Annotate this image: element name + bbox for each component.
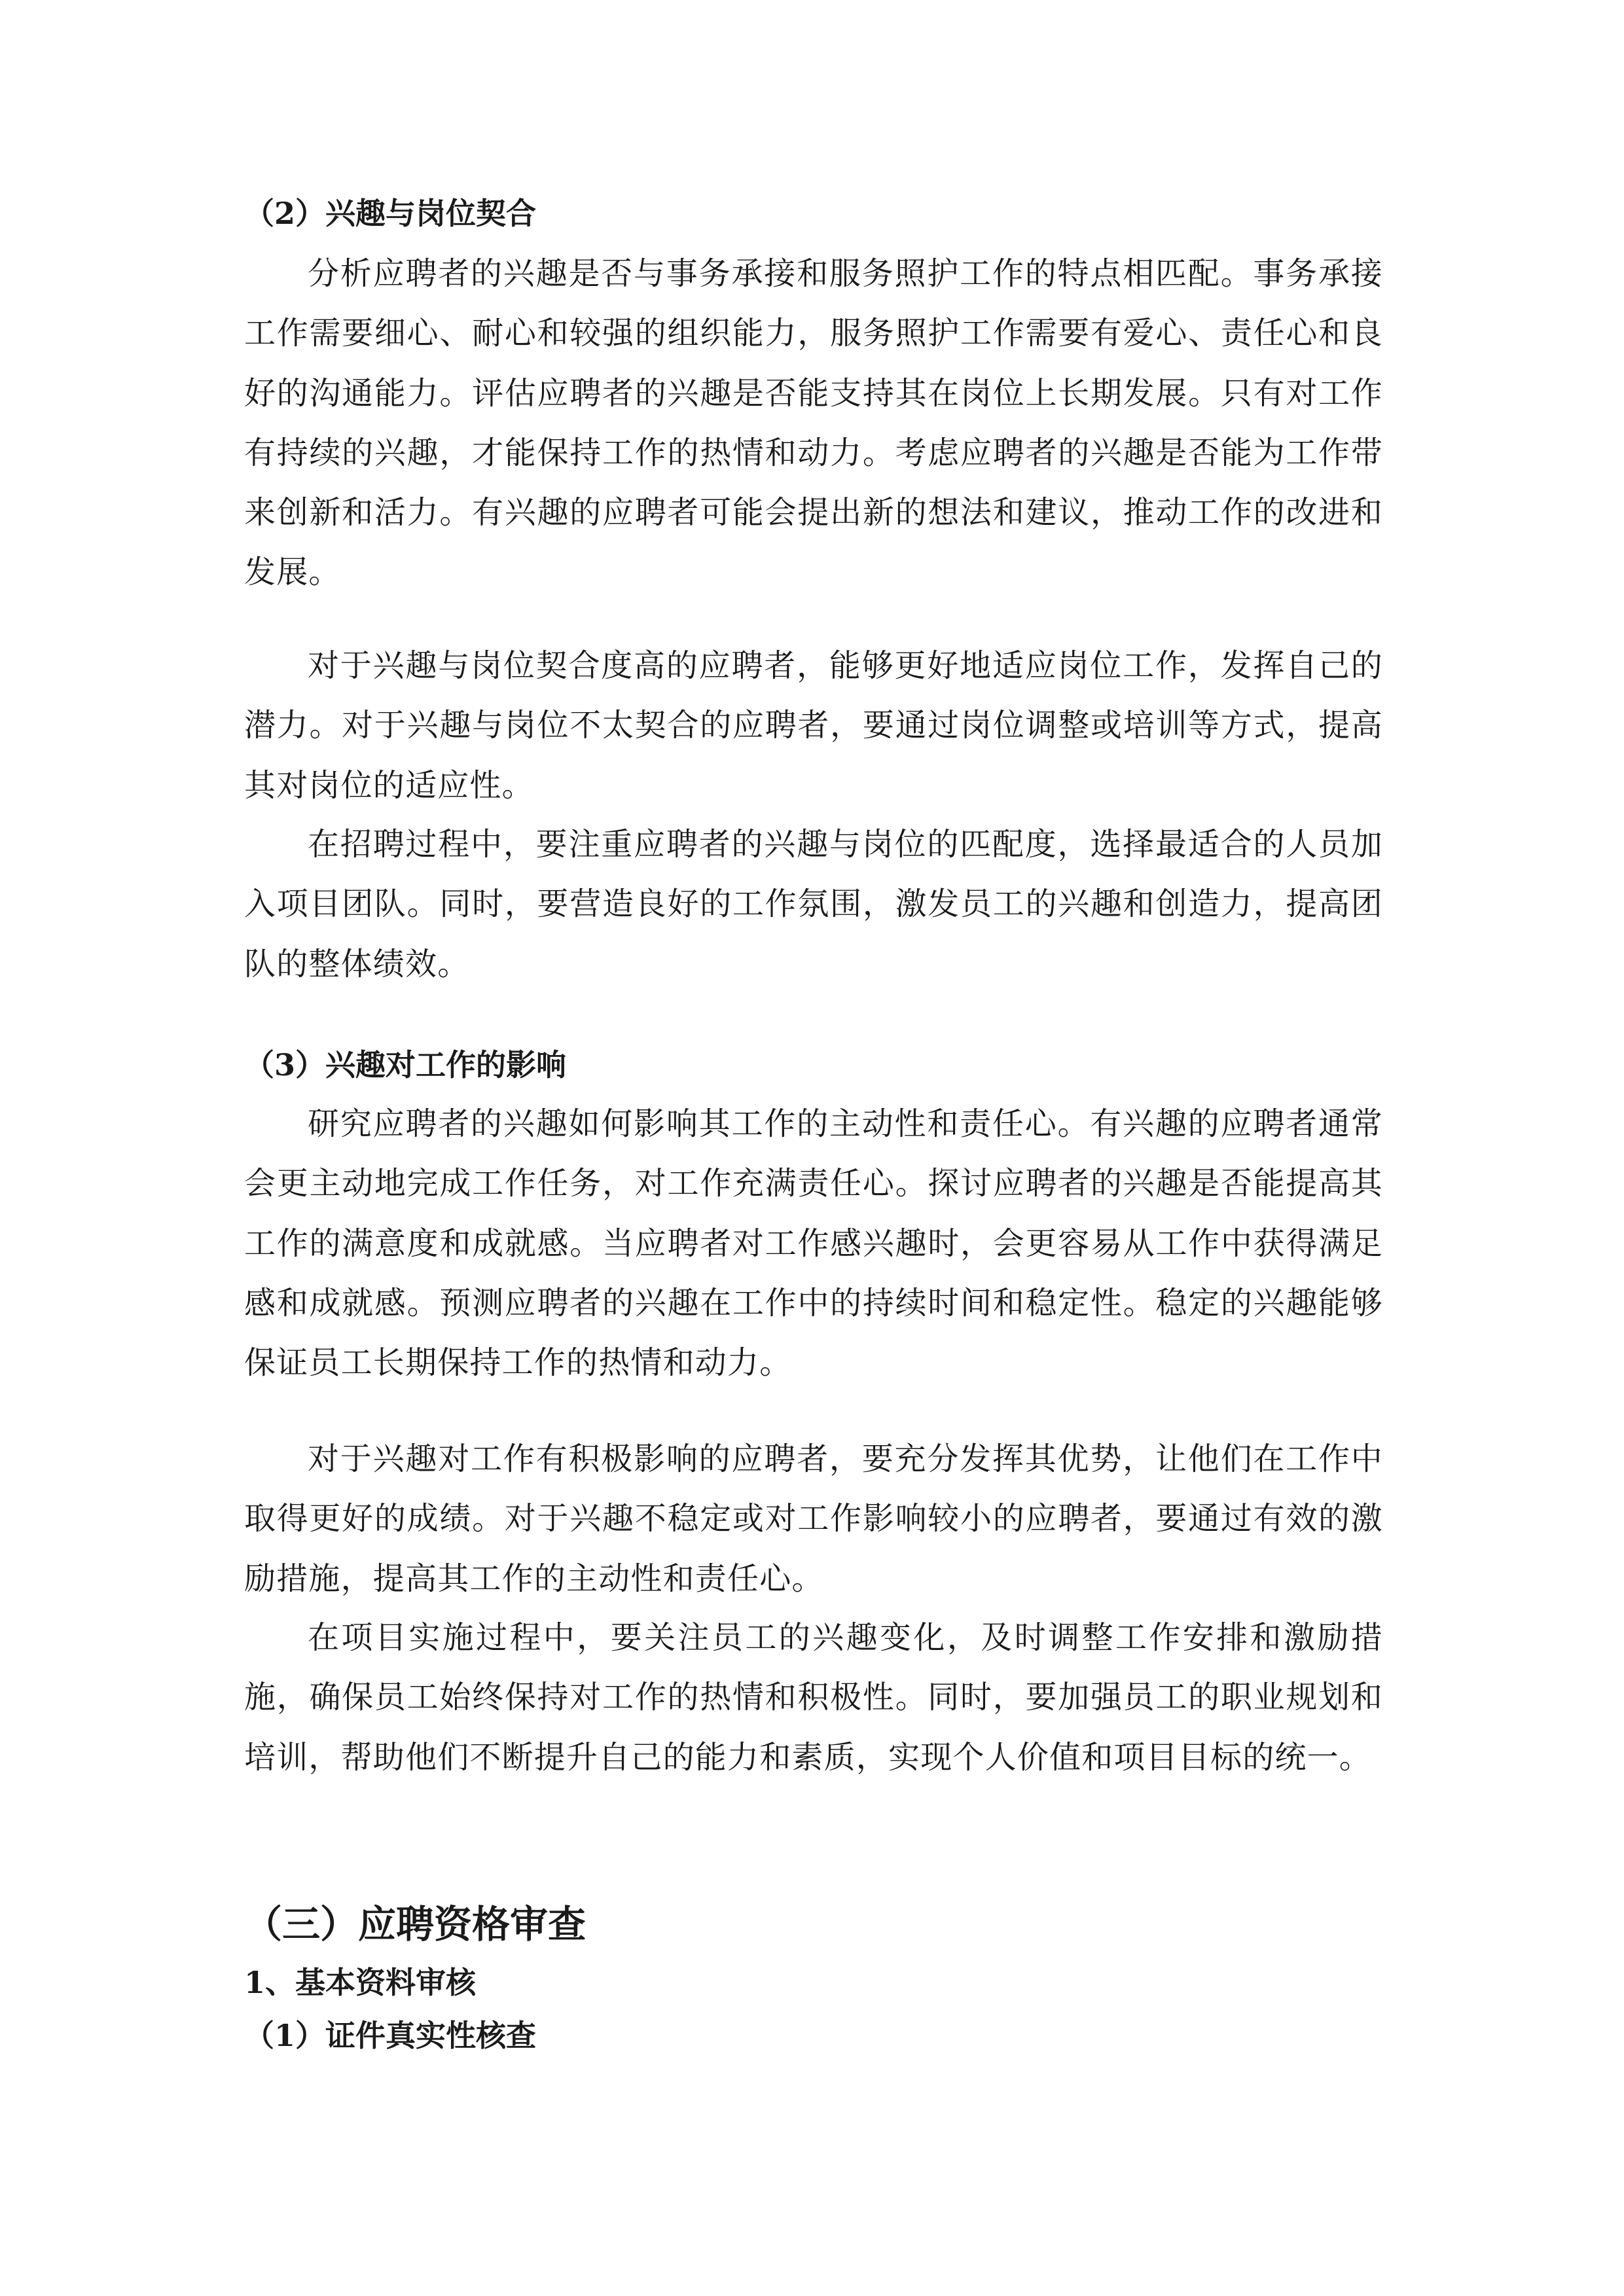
subheading: 1、基本资料审核: [244, 1965, 477, 2000]
paragraph: 在项目实施过程中，要关注员工的兴趣变化，及时调整工作安排和激励措施，确保员工始终保持对工作的热情和积极性。同时，要加强员工的职业规划和培训，帮助他们不断提升自己的能力和素质，实现个人价值和项目目标的统一。: [244, 1619, 1383, 1776]
section-heading-interest-fit: （2）兴趣与岗位契合: [244, 196, 537, 231]
paragraph: 在招聘过程中，要注重应聘者的兴趣与岗位的匹配度，选择最适合的人员加入项目团队。同时，要营造良好的工作氛围，激发员工的兴趣和创造力，提高团队的整体绩效。: [244, 826, 1383, 982]
chapter-heading: （三）应聘资格审查: [244, 1902, 586, 1946]
paragraph: 研究应聘者的兴趣如何影响其工作的主动性和责任心。有兴趣的应聘者通常会更主动地完成工作任务，对工作充满责任心。探讨应聘者的兴趣是否能提高其工作的满意度和成就感。当应聘者对工作感兴趣时，会更容易从工作中获得满足感和成就感。预测应聘者的兴趣在工作中的持续时间和稳定性。稳定的兴趣能够保证员工长期保持工作的热情和动力。: [244, 1105, 1383, 1382]
section-heading-interest-impact: （3）兴趣对工作的影响: [244, 1047, 567, 1083]
paragraph: 分析应聘者的兴趣是否与事务承接和服务照护工作的特点相匹配。事务承接工作需要细心、耐心和较强的组织能力，服务照护工作需要有爱心、责任心和良好的沟通能力。评估应聘者的兴趣是否能支持其在岗位上长期发展。只有对工作有持续的兴趣，才能保持工作的热情和动力。考虑应聘者的兴趣是否能为工作带来创新和活力。有兴趣的应聘者可能会提出新的想法和建议，推动工作的改进和发展。: [244, 255, 1383, 591]
subsubheading: （1）证件真实性核查: [244, 2018, 537, 2053]
paragraph: 对于兴趣对工作有积极影响的应聘者，要充分发挥其优势，让他们在工作中取得更好的成绩。对于兴趣不稳定或对工作影响较小的应聘者，要通过有效的激励措施，提高其工作的主动性和责任心。: [244, 1441, 1383, 1597]
paragraph: 对于兴趣与岗位契合度高的应聘者，能够更好地适应岗位工作，发挥自己的潜力。对于兴趣与岗位不太契合的应聘者，要通过岗位调整或培训等方式，提高其对岗位的适应性。: [244, 647, 1383, 804]
